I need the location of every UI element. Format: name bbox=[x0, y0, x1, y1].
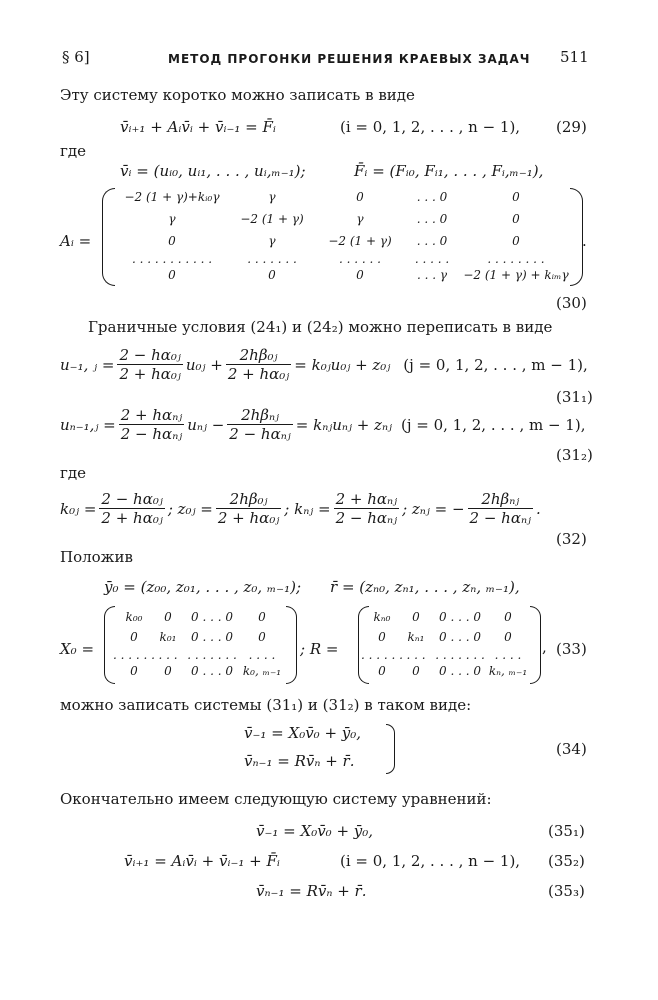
R-cell: 0 bbox=[504, 630, 512, 644]
R-cell: 0 bbox=[412, 610, 420, 624]
X0-cell: . . . . . . bbox=[113, 648, 155, 662]
matrixA-cell: 0 bbox=[168, 268, 176, 282]
eq31-2-frac2 bbox=[227, 406, 292, 443]
frac-den: 2 + hα₀ⱼ bbox=[119, 365, 181, 383]
X0-cell: 0 bbox=[258, 630, 266, 644]
frac-num: 2hβₙⱼ bbox=[468, 490, 533, 509]
X0-cell: 0 bbox=[164, 664, 172, 678]
eq33-tail: , bbox=[542, 638, 547, 656]
def-F: F̄ᵢ = (Fᵢ₀, Fᵢ₁, . . . , Fᵢ,ₘ₋₁), bbox=[354, 162, 544, 180]
matrixA-lhs: Aᵢ = bbox=[60, 232, 92, 250]
eq35-1-number: (35₁) bbox=[548, 822, 585, 840]
section-marker: § 6] bbox=[62, 48, 90, 66]
matrixA-cell: . . . 0 bbox=[416, 234, 448, 248]
matrixA-cell: . . . 0 bbox=[416, 190, 448, 204]
matrixA-cell: . . . . . . . bbox=[247, 252, 297, 266]
eq35-line1: v̄₋₁ = X₀v̄₀ + ȳ₀, bbox=[256, 822, 374, 840]
frac-den: 2 + hα₀ⱼ bbox=[217, 509, 280, 527]
eq32-k0-frac bbox=[99, 490, 164, 527]
frac-den: 2 + hα₀ⱼ bbox=[101, 509, 163, 527]
eq31-1-frac2 bbox=[226, 346, 291, 383]
R-lhs: ; R = bbox=[300, 640, 339, 658]
eq32-k0-lhs: k₀ⱼ = bbox=[60, 499, 97, 518]
R-cell: 0 . . . 0 bbox=[439, 630, 481, 644]
X0-cell: 0 bbox=[130, 664, 138, 678]
eq32-number: (32) bbox=[556, 530, 587, 548]
frac-num: 2 − hα₀ⱼ bbox=[119, 346, 181, 364]
matrixA-cell: 0 bbox=[512, 234, 520, 248]
R-left-paren bbox=[358, 606, 369, 684]
frac-den: 2 − hαₙⱼ bbox=[335, 509, 398, 527]
frac-den: 2 − hαₙⱼ bbox=[469, 509, 532, 527]
R-right-paren bbox=[530, 606, 541, 684]
matrixA-cell: . . . 0 bbox=[416, 212, 448, 226]
X0-right-paren bbox=[286, 606, 297, 684]
X0-cell: 0 . . . 0 bbox=[191, 610, 233, 624]
eq31-2-mid: uₙⱼ − bbox=[187, 415, 225, 434]
R-cell: 0 bbox=[378, 664, 386, 678]
R-cell: . . . bbox=[406, 648, 426, 662]
X0-lhs: X₀ = bbox=[60, 640, 95, 658]
matrixA-tail: . bbox=[582, 232, 587, 250]
frac-den: 2 − hαₙⱼ bbox=[120, 425, 183, 443]
matrixA-cell: 0 bbox=[168, 234, 176, 248]
setting-text: Положив bbox=[60, 548, 133, 566]
frac-num: 2 + hαₙⱼ bbox=[120, 406, 183, 424]
eq32-zn-lhs: ; zₙⱼ = − bbox=[402, 499, 465, 518]
page-number: 511 bbox=[560, 48, 589, 66]
matrixA-cell: −2 (1 + γ)+kᵢ₀γ bbox=[124, 190, 220, 204]
eq35-line3: v̄ₙ₋₁ = Rv̄ₙ + r̄. bbox=[256, 882, 367, 900]
X0-cell: . . . bbox=[158, 648, 178, 662]
frac-num: 2hβ₀ⱼ bbox=[226, 346, 291, 365]
eq31-1-number: (31₁) bbox=[556, 388, 593, 406]
eq34-line1: v̄₋₁ = X₀v̄₀ + ȳ₀, bbox=[244, 724, 362, 742]
frac-den: 2 − hαₙⱼ bbox=[229, 425, 291, 443]
matrixA-cell: 0 bbox=[512, 190, 520, 204]
matrixA-cell: . . . . . . . . bbox=[487, 252, 545, 266]
X0-cell: 0 . . . 0 bbox=[191, 630, 233, 644]
X0-cell: k₀₀ bbox=[125, 610, 143, 624]
R-cell: 0 bbox=[378, 630, 386, 644]
R-cell: kₙ, ₘ₋₁ bbox=[488, 664, 528, 678]
X0-cell: k₀, ₘ₋₁ bbox=[242, 664, 282, 678]
frac-num: 2hβₙⱼ bbox=[227, 406, 292, 425]
eq35-line2: v̄ᵢ₊₁ = Aᵢv̄ᵢ + v̄ᵢ₋₁ + F̄ᵢ bbox=[124, 852, 280, 870]
eq31-2-lhs: uₙ₋₁,ⱼ = bbox=[60, 415, 116, 434]
matrixA-cell: −2 (1 + γ) bbox=[328, 234, 392, 248]
eq32-zn-frac bbox=[468, 490, 533, 527]
eq32-kn-frac bbox=[334, 490, 399, 527]
X0-cell: 0 bbox=[258, 610, 266, 624]
where-label-1: где bbox=[60, 142, 86, 160]
eq35-2-number: (35₂) bbox=[548, 852, 585, 870]
running-title: МЕТОД ПРОГОНКИ РЕШЕНИЯ КРАЕВЫХ ЗАДАЧ bbox=[168, 52, 531, 66]
eq31-2-range: (j = 0, 1, 2, . . . , m − 1), bbox=[400, 415, 586, 434]
eq32 bbox=[60, 490, 541, 527]
frac-num: 2 + hαₙⱼ bbox=[335, 490, 398, 508]
eq35-3-number: (35₃) bbox=[548, 882, 585, 900]
matrixA-cell: 0 bbox=[356, 190, 364, 204]
eq33-y0: ȳ₀ = (z₀₀, z₀₁, . . . , z₀, ₘ₋₁); bbox=[104, 578, 302, 596]
eq32-kn-lhs: ; kₙⱼ = bbox=[284, 499, 331, 518]
R-cell: . . . . . . bbox=[361, 648, 403, 662]
X0-cell: . . . . . . . bbox=[187, 648, 237, 662]
R-cell: . . . . . . . bbox=[435, 648, 485, 662]
eq31-2 bbox=[60, 406, 585, 443]
eq35-range2: (i = 0, 1, 2, . . . , n − 1), bbox=[340, 852, 521, 870]
eq31-1-rhs: = k₀ⱼu₀ⱼ + z₀ⱼ bbox=[294, 355, 391, 374]
eq30-number: (30) bbox=[556, 294, 587, 312]
R-cell: 0 bbox=[504, 610, 512, 624]
matrixA-cell: . . . . . . bbox=[339, 252, 381, 266]
eq31-1-mid: u₀ⱼ + bbox=[185, 355, 223, 374]
X0-cell: 0 . . . 0 bbox=[191, 664, 233, 678]
frac-den: 2 + hα₀ⱼ bbox=[227, 365, 290, 383]
matrixA-cell: −2 (1 + γ) bbox=[240, 212, 304, 226]
X0-cell: 0 bbox=[130, 630, 138, 644]
matrixA-left-paren bbox=[102, 188, 115, 286]
eq31-1-range: (j = 0, 1, 2, . . . , m − 1), bbox=[403, 355, 588, 374]
X0-cell: k₀₁ bbox=[159, 630, 177, 644]
eq33-r: r̄ = (zₙ₀, zₙ₁, . . . , zₙ, ₘ₋₁), bbox=[330, 578, 520, 596]
eq31-2-frac1 bbox=[119, 406, 184, 443]
matrixA-cell: 0 bbox=[356, 268, 364, 282]
can-write-text: можно записать системы (31₁) и (31₂) в таком виде: bbox=[60, 696, 472, 714]
eq29-body: v̄ᵢ₊₁ + Aᵢv̄ᵢ + v̄ᵢ₋₁ = F̄ᵢ bbox=[120, 118, 276, 136]
matrixA-cell: . . . . . bbox=[414, 252, 450, 266]
eq33-number: (33) bbox=[556, 640, 587, 658]
eq32-tail: . bbox=[536, 499, 541, 518]
eq32-z0-lhs: ; z₀ⱼ = bbox=[167, 499, 213, 518]
X0-cell: 0 bbox=[164, 610, 172, 624]
eq34-number: (34) bbox=[556, 740, 587, 758]
finally-text: Окончательно имеем следующую систему уравнений: bbox=[60, 790, 492, 808]
eq31-1-lhs: u₋₁, ⱼ = bbox=[60, 355, 115, 374]
eq34-brace bbox=[386, 724, 395, 774]
X0-cell: . . . . bbox=[248, 648, 276, 662]
R-cell: 0 . . . 0 bbox=[439, 664, 481, 678]
matrixA-cell: 0 bbox=[512, 212, 520, 226]
boundary-text: Граничные условия (24₁) и (24₂) можно переписать в виде bbox=[88, 318, 553, 336]
intro-text: Эту систему коротко можно записать в виде bbox=[60, 86, 415, 104]
matrixA-cell: γ bbox=[168, 212, 176, 226]
matrixA-cell: 0 bbox=[268, 268, 276, 282]
R-cell: 0 . . . 0 bbox=[439, 610, 481, 624]
eq31-2-number: (31₂) bbox=[556, 446, 593, 464]
eq31-2-rhs: = kₙⱼuₙⱼ + zₙⱼ bbox=[295, 415, 392, 434]
matrixA-cell: γ bbox=[268, 190, 276, 204]
matrixA-cell: γ bbox=[356, 212, 364, 226]
eq29-number: (29) bbox=[556, 118, 587, 136]
matrixA-cell: . . . . . . . . . . . bbox=[131, 252, 213, 266]
R-cell: kₙ₀ bbox=[373, 610, 391, 624]
frac-num: 2hβ₀ⱼ bbox=[216, 490, 281, 509]
matrixA-cell: . . . γ bbox=[416, 268, 448, 282]
matrixA-cell: γ bbox=[268, 234, 276, 248]
def-v: v̄ᵢ = (uᵢ₀, uᵢ₁, . . . , uᵢ,ₘ₋₁); bbox=[120, 162, 306, 180]
R-cell: kₙ₁ bbox=[407, 630, 425, 644]
R-cell: . . . . bbox=[494, 648, 522, 662]
matrixA-cell: −2 (1 + γ) + kᵢₘγ bbox=[463, 268, 569, 282]
where-label-2: где bbox=[60, 464, 86, 482]
eq31-1-frac1 bbox=[117, 346, 182, 383]
R-cell: 0 bbox=[412, 664, 420, 678]
eq31-1 bbox=[60, 346, 588, 383]
frac-num: 2 − hα₀ⱼ bbox=[101, 490, 163, 508]
eq32-z0-frac bbox=[216, 490, 281, 527]
eq34-line2: v̄ₙ₋₁ = Rv̄ₙ + r̄. bbox=[244, 752, 355, 770]
X0-left-paren bbox=[104, 606, 115, 684]
eq29-range: (i = 0, 1, 2, . . . , n − 1), bbox=[340, 118, 521, 136]
